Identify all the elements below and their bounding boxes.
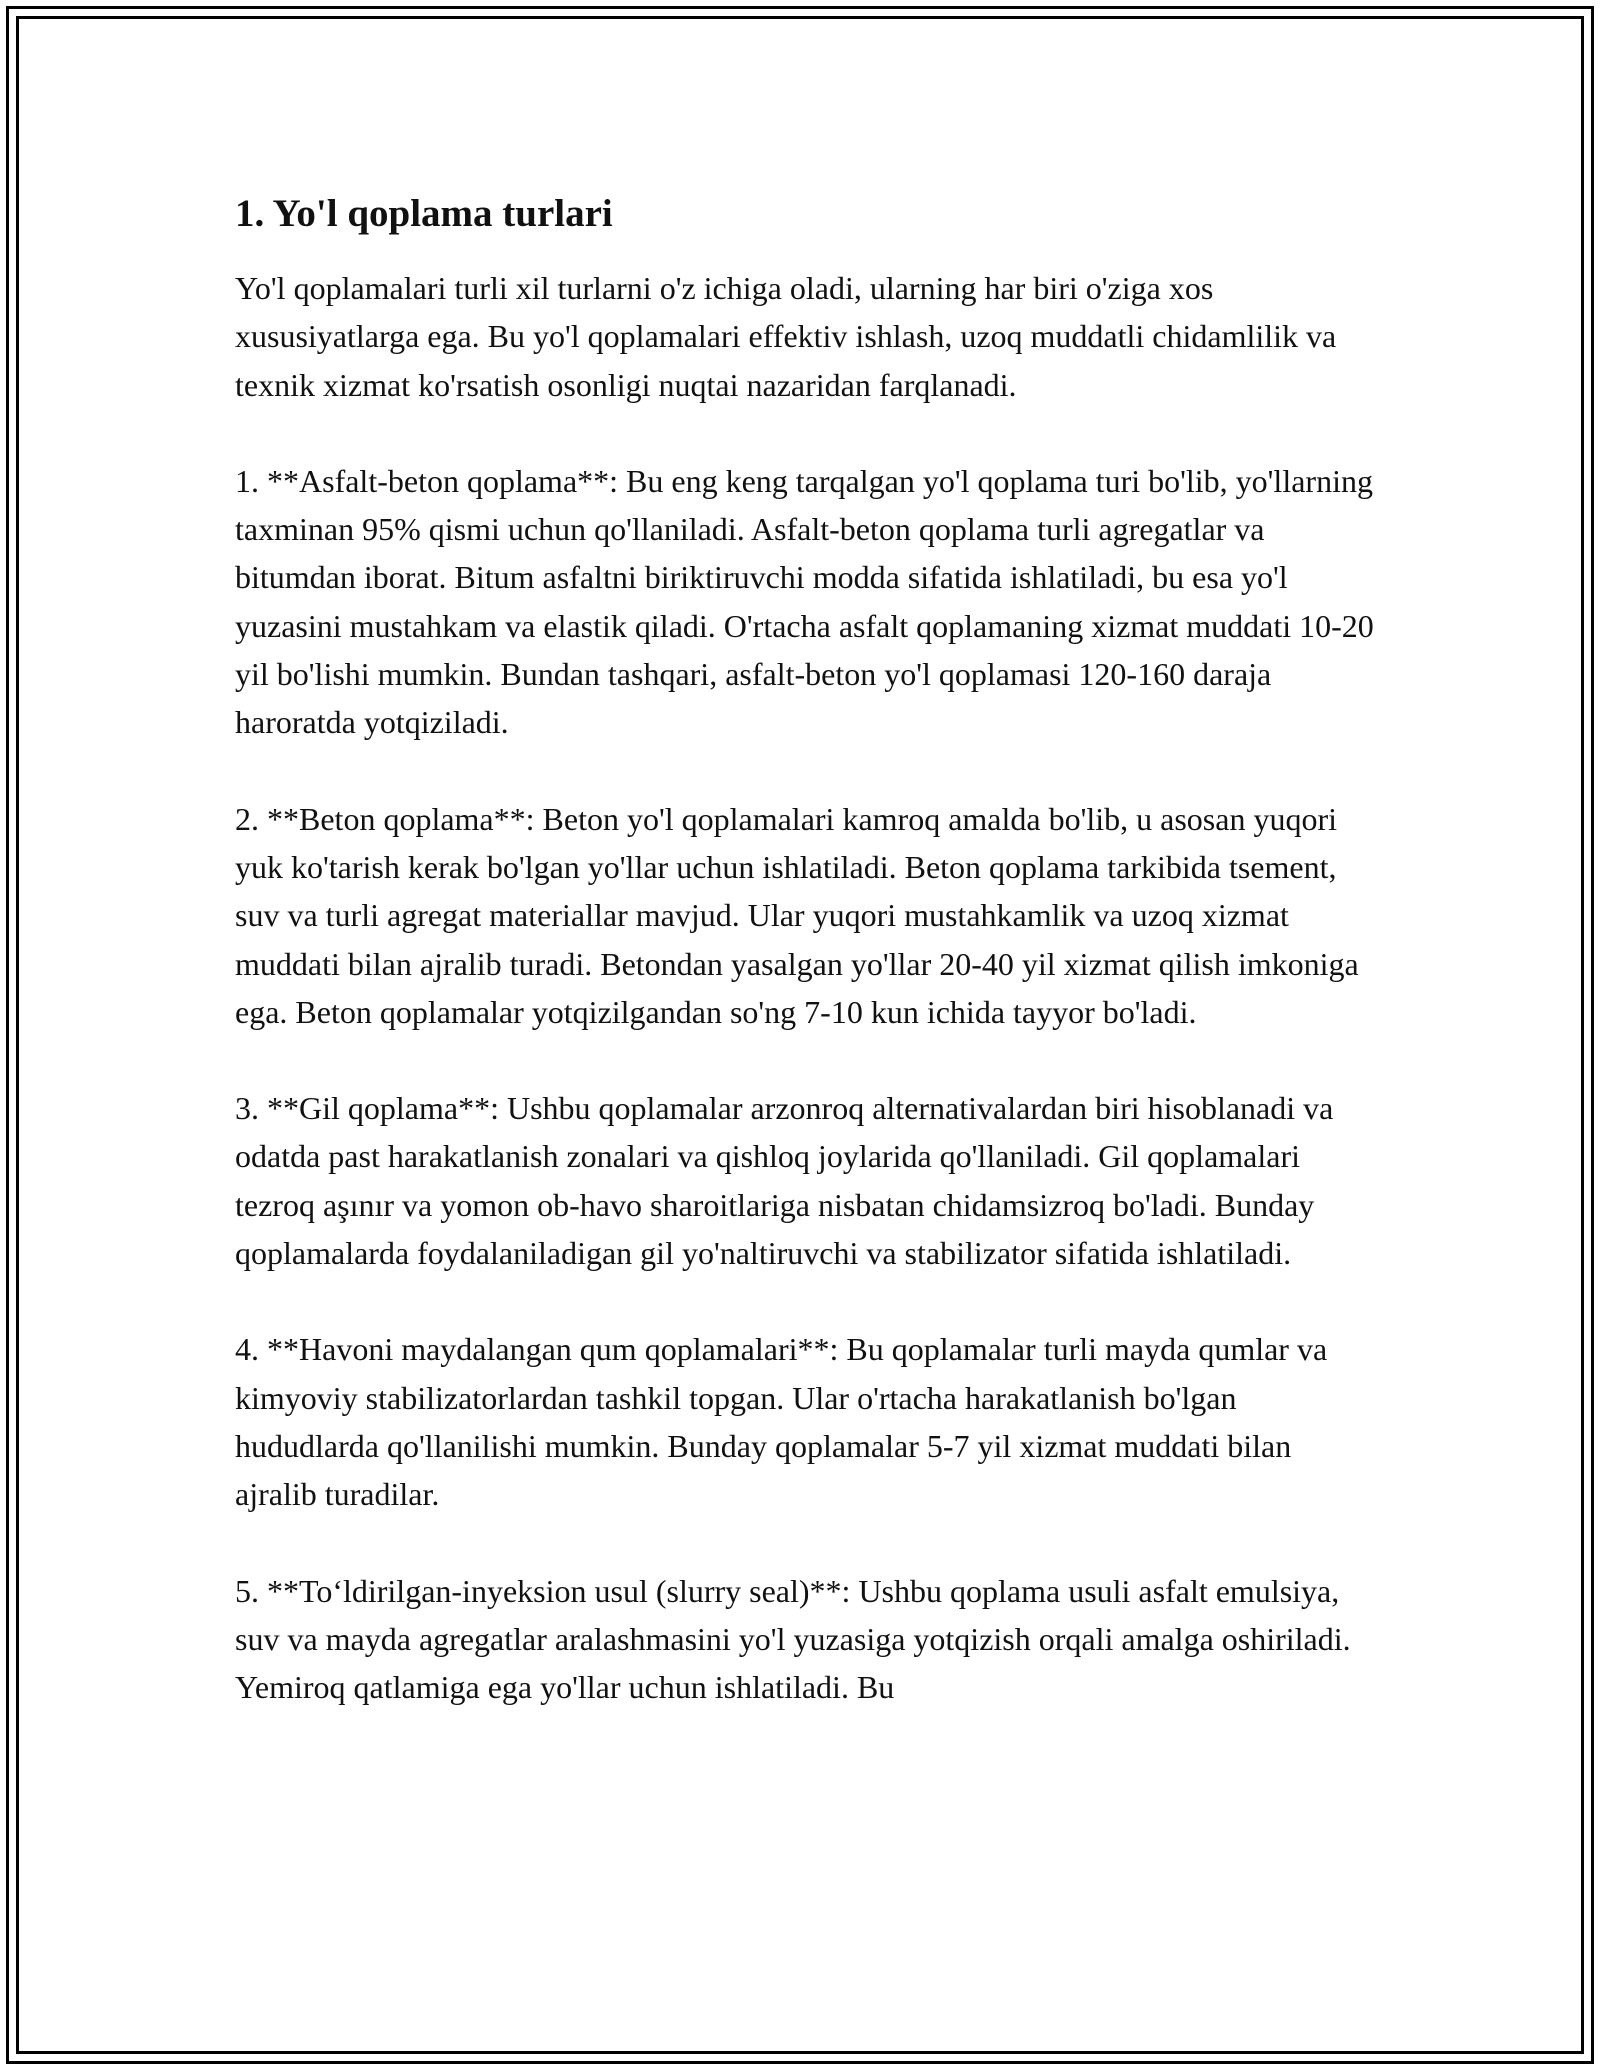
paragraph-asfalt-beton: 1. **Asfalt-beton qoplama**: Bu eng keng tarqalgan yo'l qoplama turi bo'lib, yo'llarning taxminan 95% qismi uchun qo'llaniladi. Asfalt-beton qoplama turli agregatlar va bitumdan iborat. Bitum asfaltni biriktiruvchi modda sifatida ishlatiladi, bu esa yo'l yuzasini mustahkam va elastik qiladi. O'rtacha asfalt qoplamaning xizmat muddati 10-20 yil bo'lishi mumkin. Bundan tashqari, asfalt-beton yo'l qoplamasi 120-160 daraja haroratda yotqiziladi. [235,462,1374,741]
paragraph-qum: 4. **Havoni maydalangan qum qoplamalari**: Bu qoplamalar turli mayda qumlar va kimyoviy stabilizatorlardan tashkil topgan. Ular o'rtacha harakatlanish bo'lgan hududlarda qo'llanilishi mumkin. Bunday qoplamalar 5-7 yil xizmat muddati bilan ajralib turadilar. [235,1331,1328,1513]
intro-paragraph: Yo'l qoplamalari turli xil turlarni o'z ichiga oladi, ularning har biri o'ziga xos xususiyatlarga ega. Bu yo'l qoplamalari effektiv ishlash, uzoq muddatli chidamlilik va texnik xizmat ko'rsatish osonligi nuqtai nazaridan farqlanadi. [235,270,1337,403]
paragraph-gil: 3. **Gil qoplama**: Ushbu qoplamalar arzonroq alternativalardan biri hisoblanadi va odatda past harakatlanish zonalari va qishloq joylarida qo'llaniladi. Gil qoplamalari tezroq aşınır va yomon ob-havo sharoitlariga nisbatan chidamsizroq bo'ladi. Bunday qoplamalarda foydalaniladigan gil yo'naltiruvchi va stabilizator sifatida ishlatiladi. [235,1090,1334,1272]
paragraph-slurry-seal: 5. **To‘ldirilgan-inyeksion usul (slurry seal)**: Ushbu qoplama usuli asfalt emulsiya, suv va mayda agregatlar aralashmasini yo'l yuzasiga yotqizish orqali amalga oshiriladi. Yemiroq qatlamiga ega yo'llar uchun ishlatiladi. Bu [235,1572,1351,1706]
section-heading: 1. Yo'l qoplama turlari [235,192,613,235]
paragraph-beton: 2. **Beton qoplama**: Beton yo'l qoplamalari kamroq amalda bo'lib, u asosan yuqori yuk ko'tarish kerak bo'lgan yo'llar uchun ishlatiladi. Beton qoplama tarkibida tsement, suv va turli agregat materiallar mavjud. Ular yuqori mustahkamlik va uzoq xizmat muddati bilan ajralib turadi. Betondan yasalgan yo'llar 20-40 yil xizmat qilish imkoniga ega. Beton qoplamalar yotqizilgandan so'ng 7-10 kun ichida tayyor bo'ladi. [235,800,1359,1030]
document-body [235,186,1375,1711]
